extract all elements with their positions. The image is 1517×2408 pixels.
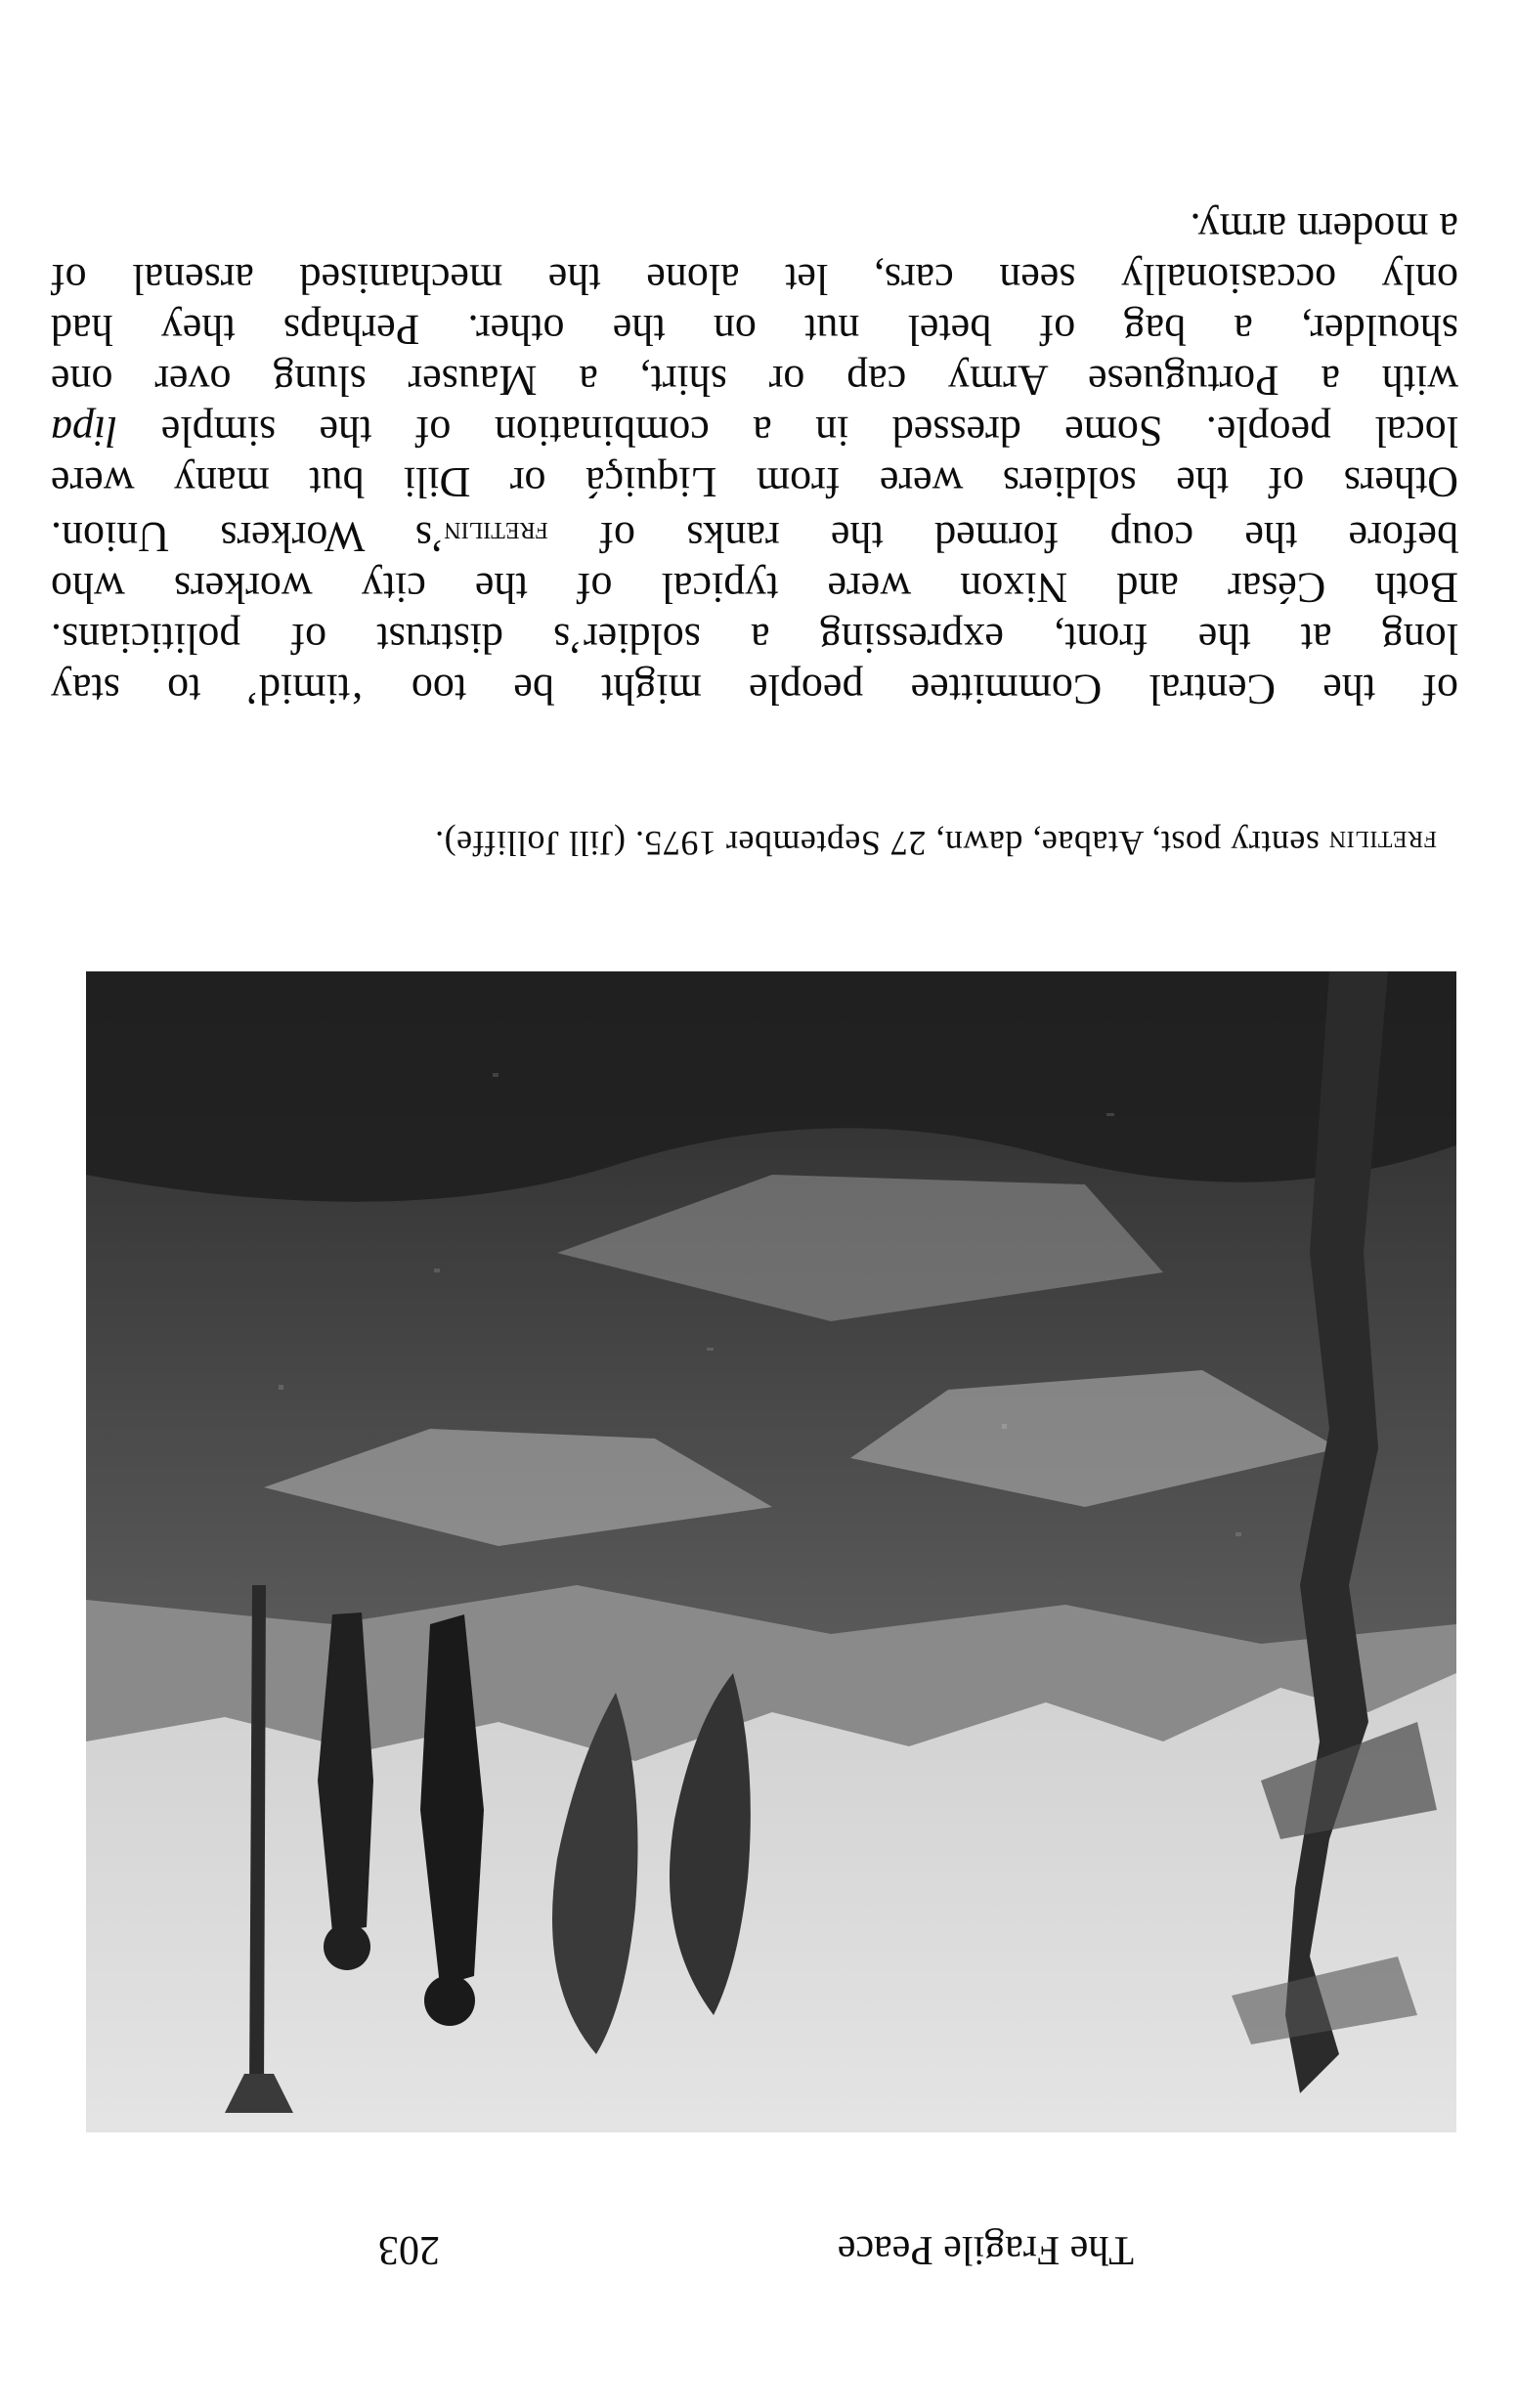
- text-segment: ’s Workers Union.: [50, 513, 445, 561]
- text-segment: of the Central Committee people might be too ‘timid’ to stay: [51, 666, 1458, 713]
- text-segment: Others of the soldiers were from Liquiçá or Dili but many were: [51, 458, 1458, 506]
- text-segment: only occasionally seen cars, let alone the mechanised arsenal of: [51, 255, 1458, 303]
- body-paragraph: [51, 202, 1458, 714]
- text-segment: with a Portuguese Army cap or shirt, a Mauser slung over one: [51, 357, 1458, 405]
- text-segment: before the coup formed the ranks of: [547, 513, 1458, 561]
- text-line: [51, 456, 1458, 507]
- text-line: [51, 253, 1458, 304]
- text-segment: long at the front, expressing a soldier’s distrust of politicians.: [51, 615, 1458, 663]
- italic-segment: lipa: [51, 408, 118, 455]
- text-segment: local people. Some dressed in a combination of the simple: [117, 408, 1458, 455]
- text-line: [51, 507, 1458, 562]
- text-line: [51, 202, 1458, 253]
- text-line: [51, 664, 1458, 714]
- caption-text: sentry post, Atabae, dawn, 27 September 1975. (Jill Jolliffe).: [434, 824, 1329, 863]
- photograph-image: [86, 971, 1456, 2132]
- text-segment: a modern army.: [1190, 204, 1458, 252]
- text-line: [51, 613, 1458, 664]
- photograph: [86, 971, 1456, 2132]
- text-line: [51, 406, 1458, 456]
- caption-org: fretilin: [1328, 824, 1437, 860]
- running-head-title: The Fragile Peace: [837, 2227, 1134, 2272]
- text-line: [51, 304, 1458, 355]
- text-segment: Both César and Nixon were typical of the city workers who: [51, 564, 1458, 612]
- page-number: 203: [378, 2227, 440, 2272]
- small-caps-segment: fretilin: [444, 515, 548, 551]
- running-head: [59, 2214, 1134, 2273]
- photo-caption: [68, 823, 1437, 864]
- text-line: [51, 562, 1458, 613]
- text-line: [51, 355, 1458, 406]
- text-segment: shoulder, a bag of betel nut on the other. Perhaps they had: [51, 306, 1458, 354]
